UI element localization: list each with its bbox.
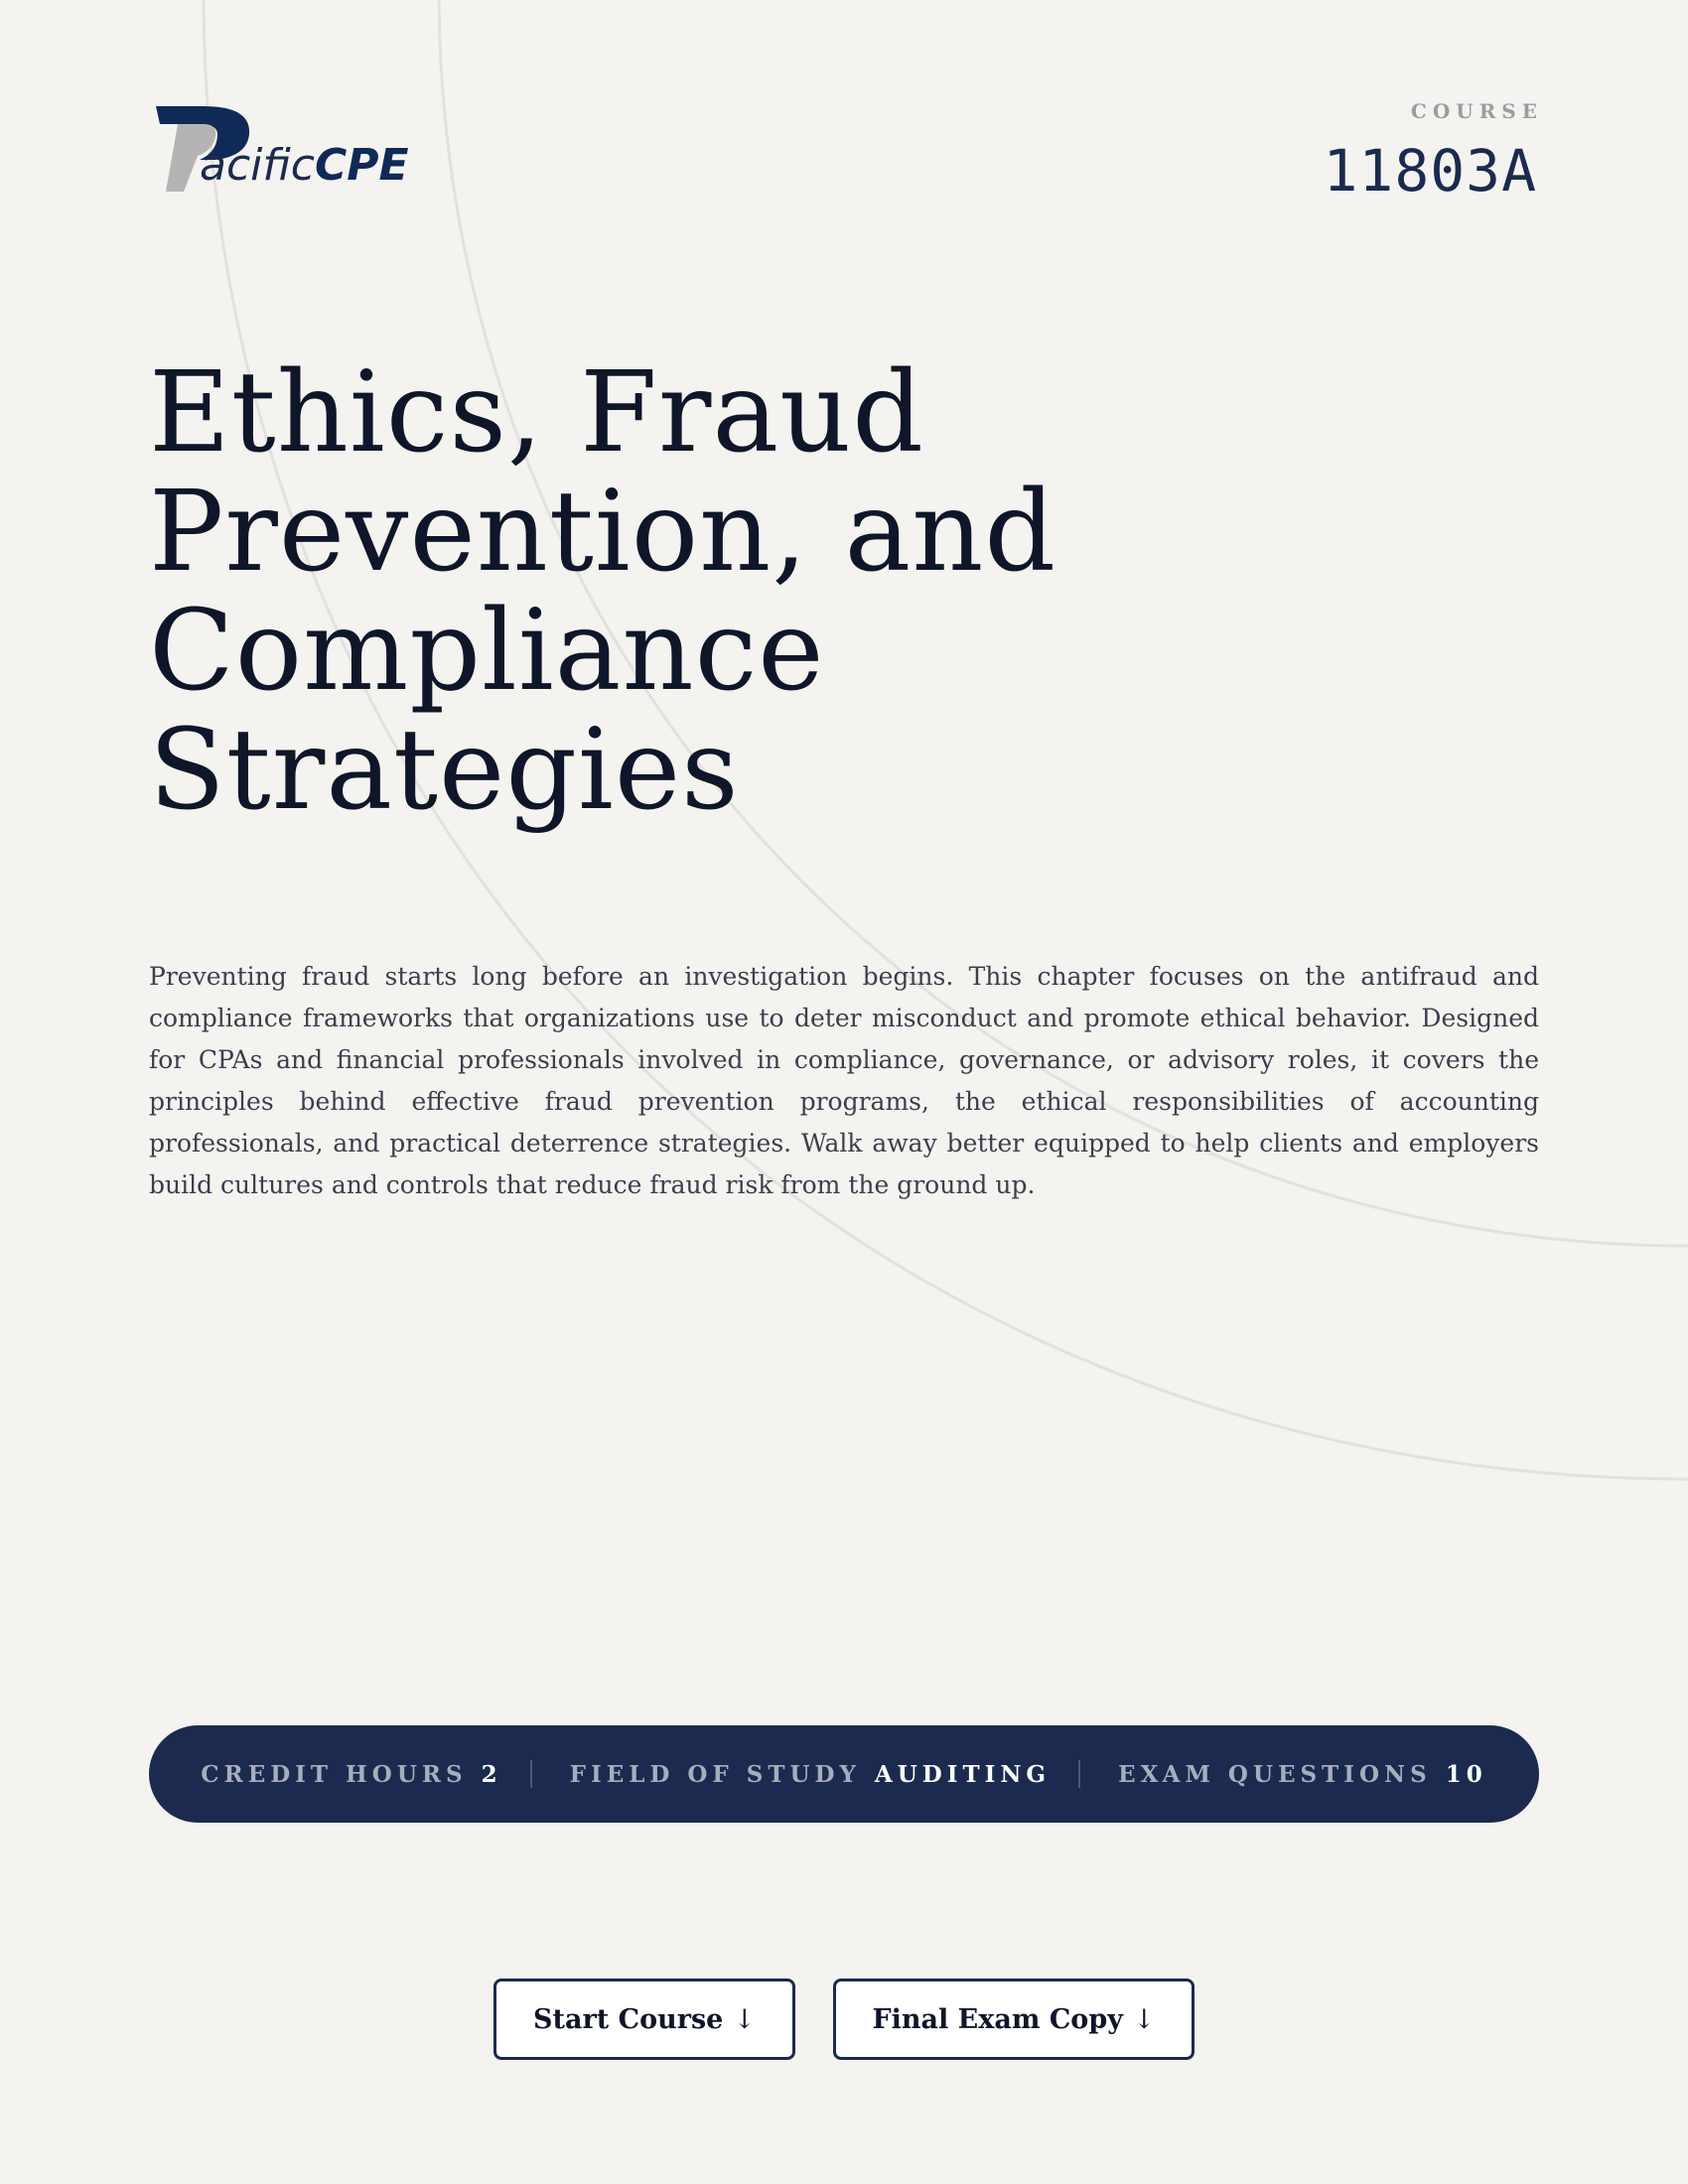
action-buttons (0, 1979, 1688, 2060)
start-course-button[interactable] (493, 1979, 795, 2060)
title-line-2: Prevention, and (149, 468, 1057, 597)
course-block (1323, 99, 1543, 205)
stat-field-of-study (570, 1761, 1051, 1788)
title-line-3: Compliance (149, 587, 825, 716)
logo-wordmark (200, 140, 409, 191)
course-stats-bar (149, 1725, 1539, 1823)
final-exam-copy-button[interactable] (833, 1979, 1195, 2060)
stat-divider (530, 1760, 532, 1788)
stat-exam-questions (1118, 1761, 1487, 1788)
course-title (149, 348, 1340, 835)
stat-divider (1078, 1760, 1080, 1788)
arrow-down-icon: ↓ (1132, 2003, 1156, 2035)
exam-questions-value: 10 (1445, 1760, 1487, 1788)
field-of-study-label: FIELD OF STUDY (569, 1760, 861, 1788)
final-exam-copy-label: Final Exam Copy (872, 2003, 1123, 2035)
logo-word: acific (200, 140, 315, 191)
credit-hours-label: CREDIT HOURS (201, 1760, 468, 1788)
course-label: COURSE (1410, 99, 1543, 123)
course-description: Preventing fraud starts long before an investigation begins. This chapter focuses on the antifraud and compliance frameworks that organizations use to deter misconduct and promote ethical behavior. Designed for CPAs and financial professionals involved in compliance, governance, or advisory roles, it covers the principles behind effective fraud prevention programs, the ethical responsibilities of accounting professionals, and practical deterrence strategies. Walk away better equipped to help clients and employers build cultures and controls that reduce fraud risk from the ground up. (149, 962, 1539, 1199)
arrow-down-icon: ↓ (733, 2003, 756, 2035)
stat-credit-hours (201, 1761, 501, 1788)
field-of-study-value: AUDITING (874, 1760, 1052, 1788)
course-code: 11803A (1323, 137, 1537, 205)
exam-questions-label: EXAM QUESTIONS (1118, 1760, 1432, 1788)
title-line-4: Strategies (149, 706, 740, 835)
pacific-cpe-logo (154, 104, 412, 204)
credit-hours-value: 2 (481, 1760, 502, 1788)
start-course-label: Start Course (533, 2003, 724, 2035)
logo-emphasis: CPE (315, 140, 409, 191)
title-line-1: Ethics, Fraud (149, 348, 924, 478)
